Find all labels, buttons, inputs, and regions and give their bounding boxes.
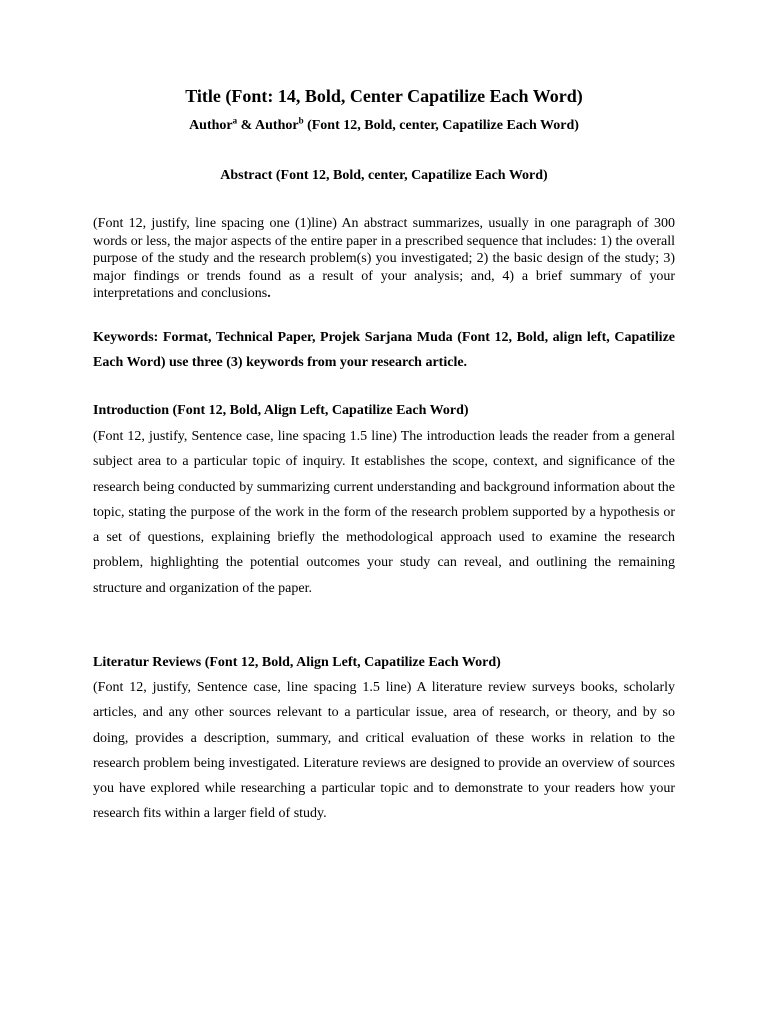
literature-review-heading: Literatur Reviews (Font 12, Bold, Align Left, Capatilize Each Word) xyxy=(93,655,501,670)
abstract-end-mark: . xyxy=(267,286,271,301)
literature-review-body: (Font 12, justify, Sentence case, line spacing 1.5 line) A literature review surveys books, scholarly articles, and any other sources relevant to a particular issue, area of research, or theory, and by so doing, provides a description, summary, and critical evaluation of these works in relation to the research problem being investigated. Literature reviews are designed to provide an overview of sources you have explored while researching a particular topic and to demonstrate to your readers how your research fits within a larger field of study. xyxy=(93,680,675,822)
author-connector: & xyxy=(237,118,256,133)
abstract-body xyxy=(93,215,675,303)
author-b-name: Author xyxy=(255,118,299,133)
author-a-affiliation-mark: a xyxy=(232,115,238,126)
abstract-heading: Abstract (Font 12, Bold, center, Capatilize Each Word) xyxy=(220,168,548,183)
introduction-heading: Introduction (Font 12, Bold, Align Left, Capatilize Each Word) xyxy=(93,403,469,418)
author-a-name: Author xyxy=(189,118,233,133)
author-b-affiliation-mark: b xyxy=(298,115,304,126)
keywords-paragraph: Keywords: Format, Technical Paper, Projek Sarjana Muda (Font 12, Bold, align left, Capatilize Each Word) use three (3) keywords from your research article. xyxy=(93,330,675,370)
abstract-text: (Font 12, justify, line spacing one (1)line) An abstract summarizes, usually in one paragraph of 300 words or less, the major aspects of the entire paper in a prescribed sequence that includes: 1) the overall purpose of the study and the research problem(s) you investigated; 2) the basic design of the study; 3) major findings or trends found as a result of your analysis; and, 4) a brief summary of your interpretations and conclusions xyxy=(93,216,675,301)
page-title: Title (Font: 14, Bold, Center Capatilize Each Word) xyxy=(185,86,583,106)
author-format-note: (Font 12, Bold, center, Capatilize Each Word) xyxy=(303,118,579,133)
introduction-body: (Font 12, justify, Sentence case, line spacing 1.5 line) The introduction leads the reader from a general subject area to a particular topic of inquiry. It establishes the scope, context, and significance of the research being conducted by summarizing current understanding and background information about the topic, stating the purpose of the work in the form of the research problem supported by a hypothesis or a set of questions, explaining briefly the methodological approach used to examine the research problem, highlighting the potential outcomes your study can reveal, and outlining the remaining structure and organization of the paper. xyxy=(93,429,675,596)
author-line xyxy=(0,116,768,136)
